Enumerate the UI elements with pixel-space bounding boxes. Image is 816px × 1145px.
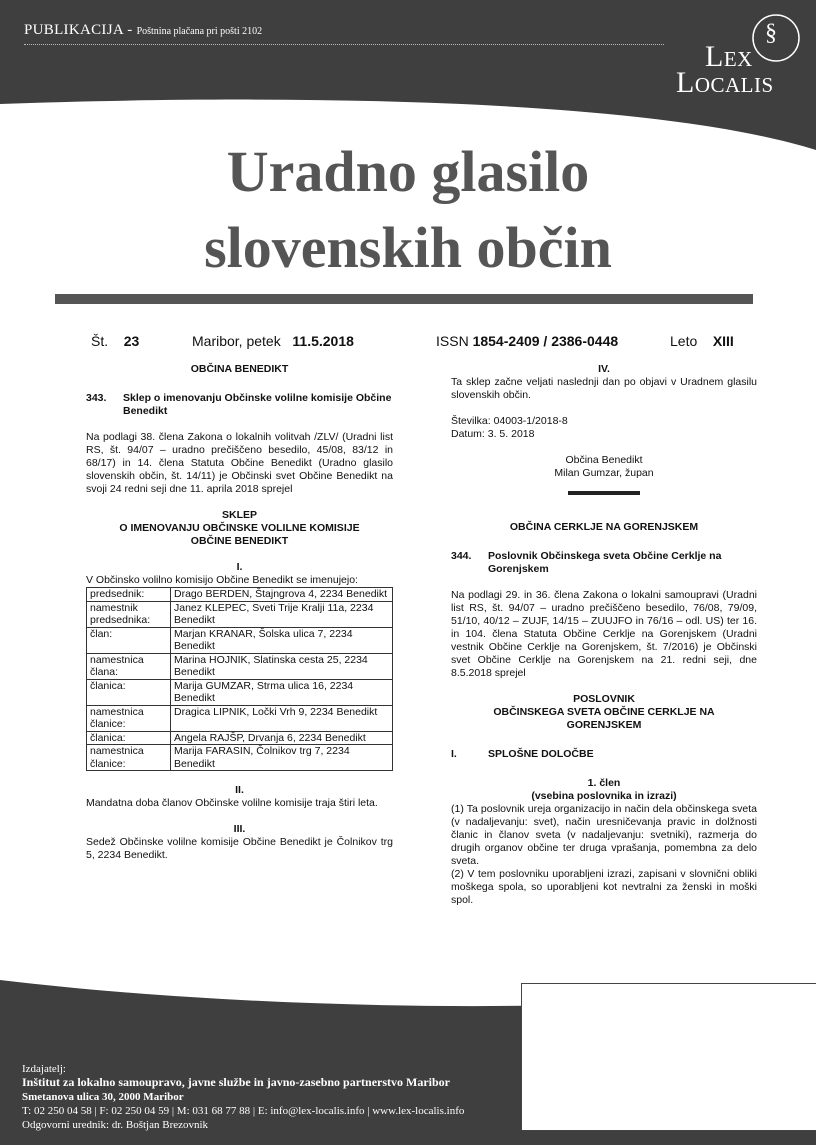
table-row: članica: Marija GUMZAR, Strma ulica 16, 2234 Benedikt (87, 679, 393, 705)
reference-number: Številka: 04003-1/2018-8 (451, 415, 568, 427)
logo-line1: Lex (705, 40, 753, 73)
doc-title-1: SKLEP (221, 509, 257, 521)
section-heading: I. (236, 561, 243, 573)
publisher-address: Smetanova ulica 30, 2000 Maribor (22, 1091, 184, 1103)
table-row: namestnica članice: Dragica LIPNIK, Ločki Vrh 9, 2234 Benedikt (87, 705, 393, 731)
reference-date: Datum: 3. 5. 2018 (451, 428, 535, 440)
publisher-contacts: T: 02 250 04 58 | F: 02 250 04 59 | M: 031 68 77 88 | E: info@lex-localis.info | www.lex-localis.info (22, 1105, 465, 1117)
doc-title-3: OBČINE BENEDIKT (190, 535, 289, 547)
end-rule (568, 491, 640, 495)
section-text: V Občinsko volilno komisijo Občine Benedikt se imenujejo: (86, 574, 358, 586)
publication-title-line2: slovenskih občin (204, 215, 612, 280)
section-text: Sedež Občinske volilne komisije Občine Benedikt je Čolnikov trg 5, 2234 Benedikt. (86, 836, 393, 861)
responsible-editor: Odgovorni urednik: dr. Boštjan Brezovnik (22, 1119, 209, 1131)
section-heading: IV. (598, 363, 610, 375)
table-row: namestnica člana: Marina HOJNIK, Slatinska cesta 25, 2234 Benedikt (87, 653, 393, 679)
article-paragraph: (2) V tem poslovniku uporabljeni izrazi, zapisani v slovnični obliki moškega spola, so uporabljeni kot nevtralni za ženski in moški spol. (451, 868, 757, 906)
table-row: predsednik: Drago BERDEN, Štajngrova 4, 2234 Benedikt (87, 588, 393, 602)
doc-title-1: POSLOVNIK (573, 693, 635, 705)
intro-text: Na podlagi 29. in 36. člena Zakona o lokalni samoupravi (Uradni list RS, št. 94/07 – uradno prečiščeno besedilo, 76/08, 79/09, 51/10, 40/12 – ZUJF, 14/15 – ZUUJFO in 76/16 – odl. US) ter 16. in 104. člena Statuta Občine Cerklje na Gorenjskem (Uradni vestnik Občine Cerklje na Gorenjskem, št. 7/2016) je Občinski svet Občine Cerklje na Gorenjskem na 21. redni seji, dne 8.5.2018 sprejel (451, 589, 757, 679)
publisher-name: Inštitut za lokalno samoupravo, javne službe in javno-zasebno partnerstvo Maribor (22, 1075, 451, 1089)
municipality-heading: OBČINA CERKLJE NA GORENJSKEM (509, 521, 699, 533)
section-text: Ta sklep začne veljati naslednji dan po objavi v Uradnem glasilu slovenskih občin. (451, 376, 757, 401)
left-column (86, 363, 393, 862)
issue-number: Št. 23 (91, 333, 140, 349)
right-column (451, 363, 757, 907)
publication-label: PUBLIKACIJA - Poštnina plačana pri pošti 2102 (24, 22, 263, 38)
table-row: namestnik predsednika: Janez KLEPEC, Sveti Trije Kralji 11a, 2234 Benedikt (87, 601, 393, 627)
issue-issn: ISSN 1854-2409 / 2386-0448 (436, 333, 619, 349)
section-text: Mandatna doba članov Občinske volilne komisije traja štiri leta. (86, 797, 378, 809)
article-paragraph: (1) Ta poslovnik ureja organizacijo in način dela občinskega sveta (v nadaljevanju: svet), način uresničevanja pravic in dolžnosti članic in članov sveta (v nadaljevanju: svetniki), razmerja do drugih organov občine ter druga vprašanja, pomembna za delo sveta. (451, 803, 757, 867)
chapter-heading: I. SPLOŠNE DOLOČBE (451, 748, 594, 760)
logo-line2: Localis (676, 66, 774, 99)
table-row: namestnica članice: Marija FARASIN, Čolnikov trg 7, 2234 Benedikt (87, 745, 393, 771)
address-label-box (521, 983, 816, 1131)
logo-symbol: § (765, 20, 777, 46)
item-heading: 343. Sklep o imenovanju Občinske volilne komisije Občine Benedikt (86, 392, 392, 417)
section-heading: III. (233, 823, 246, 835)
title-rule (55, 294, 753, 304)
table-row: član: Marjan KRANAR, Šolska ulica 7, 2234 Benedikt (87, 627, 393, 653)
item-heading: 344. Poslovnik Občinskega sveta Občine Cerklje na Gorenjskem (451, 550, 722, 575)
postage-note: Poštnina plačana pri pošti 2102 (136, 26, 263, 37)
issue-date: Maribor, petek 11.5.2018 (192, 333, 354, 349)
signature-org: Občina Benedikt (565, 454, 643, 466)
doc-title-3: GORENJSKEM (566, 719, 642, 731)
issue-year: Leto XIII (670, 333, 734, 349)
intro-text: Na podlagi 38. člena Zakona o lokalnih volitvah /ZLV/ (Uradni list RS, št. 94/07 – uradno prečiščeno besedilo, 45/08, 83/12 in 68/17) in 14. člena Statuta Občine Benedikt (Uradno glasilo slovenskih občin, št. 14/11) je Občinski svet Občine Benedikt na svoji 24 redni seji dne 11. aprila 2018 sprejel (86, 431, 393, 495)
publication-title-line1: Uradno glasilo (226, 139, 590, 204)
table-row: članica: Angela RAJŠP, Drvanja 6, 2234 Benedikt (87, 731, 393, 745)
municipality-heading: OBČINA BENEDIKT (190, 363, 289, 375)
article-heading: 1. člen (587, 777, 621, 789)
doc-title-2: OBČINSKEGA SVETA OBČINE CERKLJE NA (493, 706, 715, 718)
doc-title-2: O IMENOVANJU OBČINSKE VOLILNE KOMISIJE (119, 522, 360, 534)
publisher-label: Izdajatelj: (22, 1063, 66, 1075)
members-table (86, 587, 393, 771)
section-heading: II. (235, 784, 244, 796)
article-subheading: (vsebina poslovnika in izrazi) (531, 790, 677, 802)
header-divider (24, 44, 664, 45)
signature-name: Milan Gumzar, župan (554, 467, 654, 479)
